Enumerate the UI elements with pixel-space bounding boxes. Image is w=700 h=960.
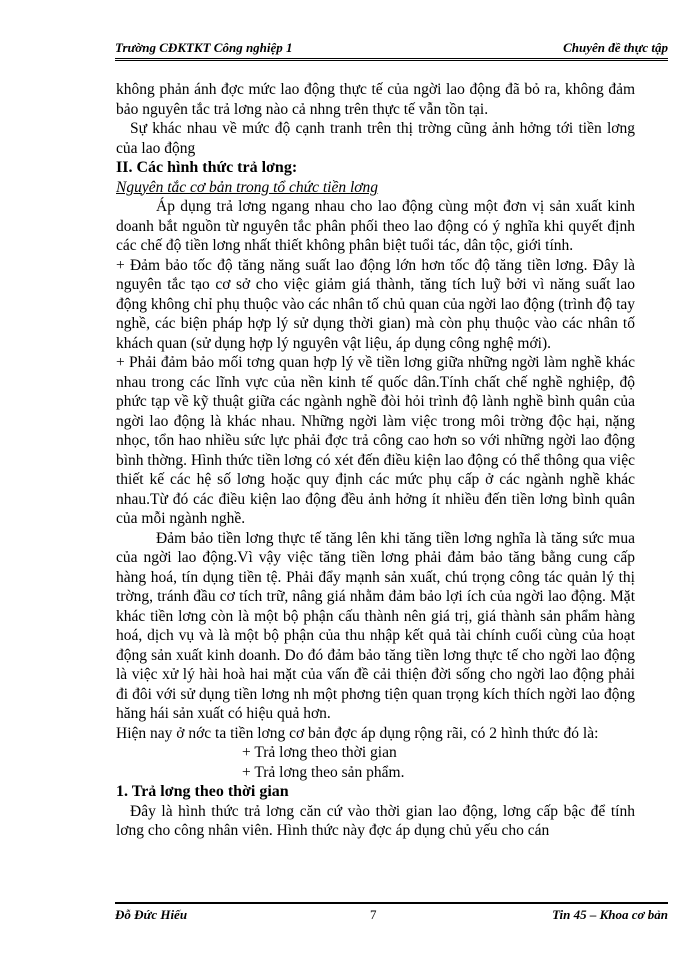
paragraph-7: Hiện nay ở nớc ta tiền lơng cơ bản đợc áp dụng rộng rãi, có 2 hình thức đó là: xyxy=(116,724,599,742)
section-heading-ii: II. Các hình thức trả lơng: xyxy=(116,159,298,176)
paragraph-6: Đảm bảo tiền lơng thực tế tăng lên khi tăng tiền lơng nghĩa là tăng sức mua của ngời lao động.Vì vậy việc tăng tiền lơng phải đảm bảo tăng bằng cung cấp hàng hoá, tín dụng tiền tệ. Phải đẩy mạnh sản xuất, chú trọng công tác quản lý thị trờng, tránh đầu cơ tích trữ, nâng giá nhằm đảm bảo lợi ích của ngời lao động. Mặt khác tiền lơng còn là một bộ phận cấu thành nên giá trị, giá thành sản phẩm hàng hoá, dịch vụ và là một bộ phận của thu nhập kết quả tài chính cuối cùng của hoạt động sản xuất kinh doanh. Do đó đảm bảo tăng tiền lơng thực tế cho ngời lao động là việc xử lý hài hoà hai mặt của vấn đề cải thiện đời sống cho ngời lao động phải đi đôi với sử dụng tiền lơng nh một phơng tiện quan trọng kích thích ngời lao động hăng hái sản xuất có hiệu quả hơn. xyxy=(116,529,635,722)
paragraph-1: không phản ánh đợc mức lao động thực tế của ngời lao động đã bỏ ra, không đảm bảo nguyên tắc trả lơng nào cả nhng trên thực tế vẫn tồn tại. xyxy=(116,81,635,118)
section-heading-1: 1. Trả lơng theo thời gian xyxy=(116,783,289,800)
document-body xyxy=(116,80,635,841)
subheading-principles: Nguyên tắc cơ bản trong tổ chức tiền lơng xyxy=(116,178,379,196)
paragraph-2: Sự khác nhau về mức độ cạnh tranh trên thị trờng cũng ảnh hởng tới tiền lơng của lao động xyxy=(116,120,635,157)
header-school: Trường CĐKTKT Công nghiệp 1 xyxy=(115,40,293,55)
page-footer xyxy=(115,902,668,922)
footer-class: Tin 45 – Khoa cơ bản xyxy=(552,907,668,922)
paragraph-4: + Đảm bảo tốc độ tăng năng suất lao động lớn hơn tốc độ tăng tiền lơng. Đây là nguyên tắc tạo cơ sở cho việc giảm giá thành, tăng tích luỹ bởi vì năng suất lao động không chỉ phụ thuộc vào các nhân tố chủ quan của ngời lao động (trình độ tay nghề, các biện pháp hợp lý sử dụng thời gian) mà còn phụ thuộc vào các nhân tố khách quan (sử dụng hợp lý nguyên vật liệu, áp dụng công nghệ mới). xyxy=(116,256,635,352)
paragraph-8: Đây là hình thức trả lơng căn cứ vào thời gian lao động, lơng cấp bậc để tính lơng cho công nhân viên. Hình thức này đợc áp dụng chủ yếu cho cán xyxy=(116,802,635,839)
paragraph-5: + Phải đảm bảo mối tơng quan hợp lý về tiền lơng giữa những ngời làm nghề khác nhau trong các lĩnh vực của nền kinh tế quốc dân.Tính chất chế nghề nghiệp, độ phức tạp về kỹ thuật giữa các ngành nghề đòi hỏi trình độ lành nghề bình quân của ngời lao động là khác nhau. Những ngời làm việc trong môi trờng độc hại, nặng nhọc, tổn hao nhiều sức lực phải đợc trả công cao hơn so với những ngời lao động bình thờng. Hình thức tiền lơng có xét đến điều kiện lao động có thể thông qua việc thiết kế các hệ số lơng hoặc quy định các mức phụ cấp ở các ngành nghề khác nhau.Từ đó các điều kiện lao động đều ảnh hởng ít nhiều đến tiền lơng bình quân của mỗi ngành nghề. xyxy=(116,354,635,527)
header-title: Chuyên đề thực tập xyxy=(563,40,668,55)
bullet-product-based: + Trả lơng theo sản phẩm. xyxy=(242,763,405,781)
bullet-time-based: + Trả lơng theo thời gian xyxy=(242,744,397,761)
footer-author: Đỗ Đức Hiếu xyxy=(115,907,188,922)
page-number: 7 xyxy=(370,907,377,922)
page-header xyxy=(115,40,668,61)
paragraph-3: Áp dụng trả lơng ngang nhau cho lao động cùng một đơn vị sản xuất kinh doanh bắt nguồn từ nguyên tắc phân phối theo lao động có ý nghĩa khi quyết định các chế độ tiền lơng nhất thiết không phân biệt tuổi tác, dân tộc, giới tính. xyxy=(116,198,635,254)
